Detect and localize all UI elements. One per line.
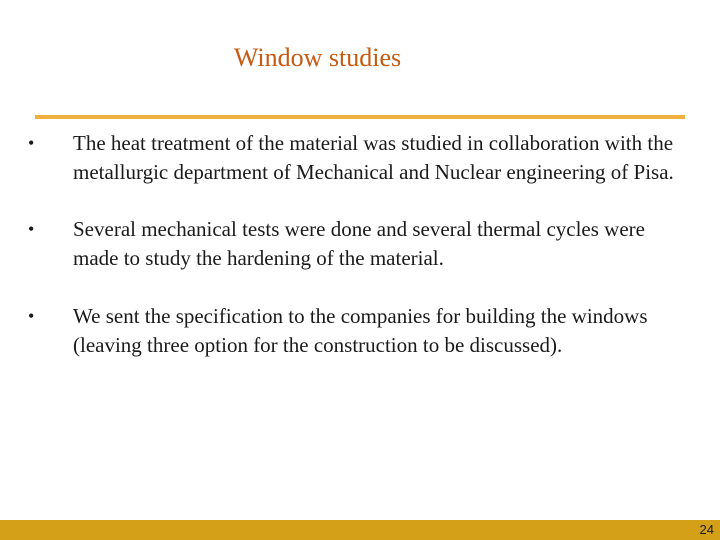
bullet-marker: • — [28, 306, 35, 326]
bullet-marker: • — [28, 133, 35, 153]
bullet-text: We sent the specification to the companies for building the windows (leaving three option for the construction to be discussed). — [73, 304, 648, 357]
bullet-text: Several mechanical tests were done and several thermal cycles were made to study the hardening of the material. — [73, 217, 645, 270]
bullet-text: The heat treatment of the material was studied in collaboration with the metallurgic department of Mechanical and Nuclear engineering of Pisa. — [73, 131, 674, 184]
page-number: 24 — [699, 522, 714, 537]
footer-bar — [0, 520, 720, 540]
bullet-marker: • — [28, 219, 35, 239]
title-divider — [35, 115, 685, 119]
slide-title: Window studies — [233, 43, 402, 72]
